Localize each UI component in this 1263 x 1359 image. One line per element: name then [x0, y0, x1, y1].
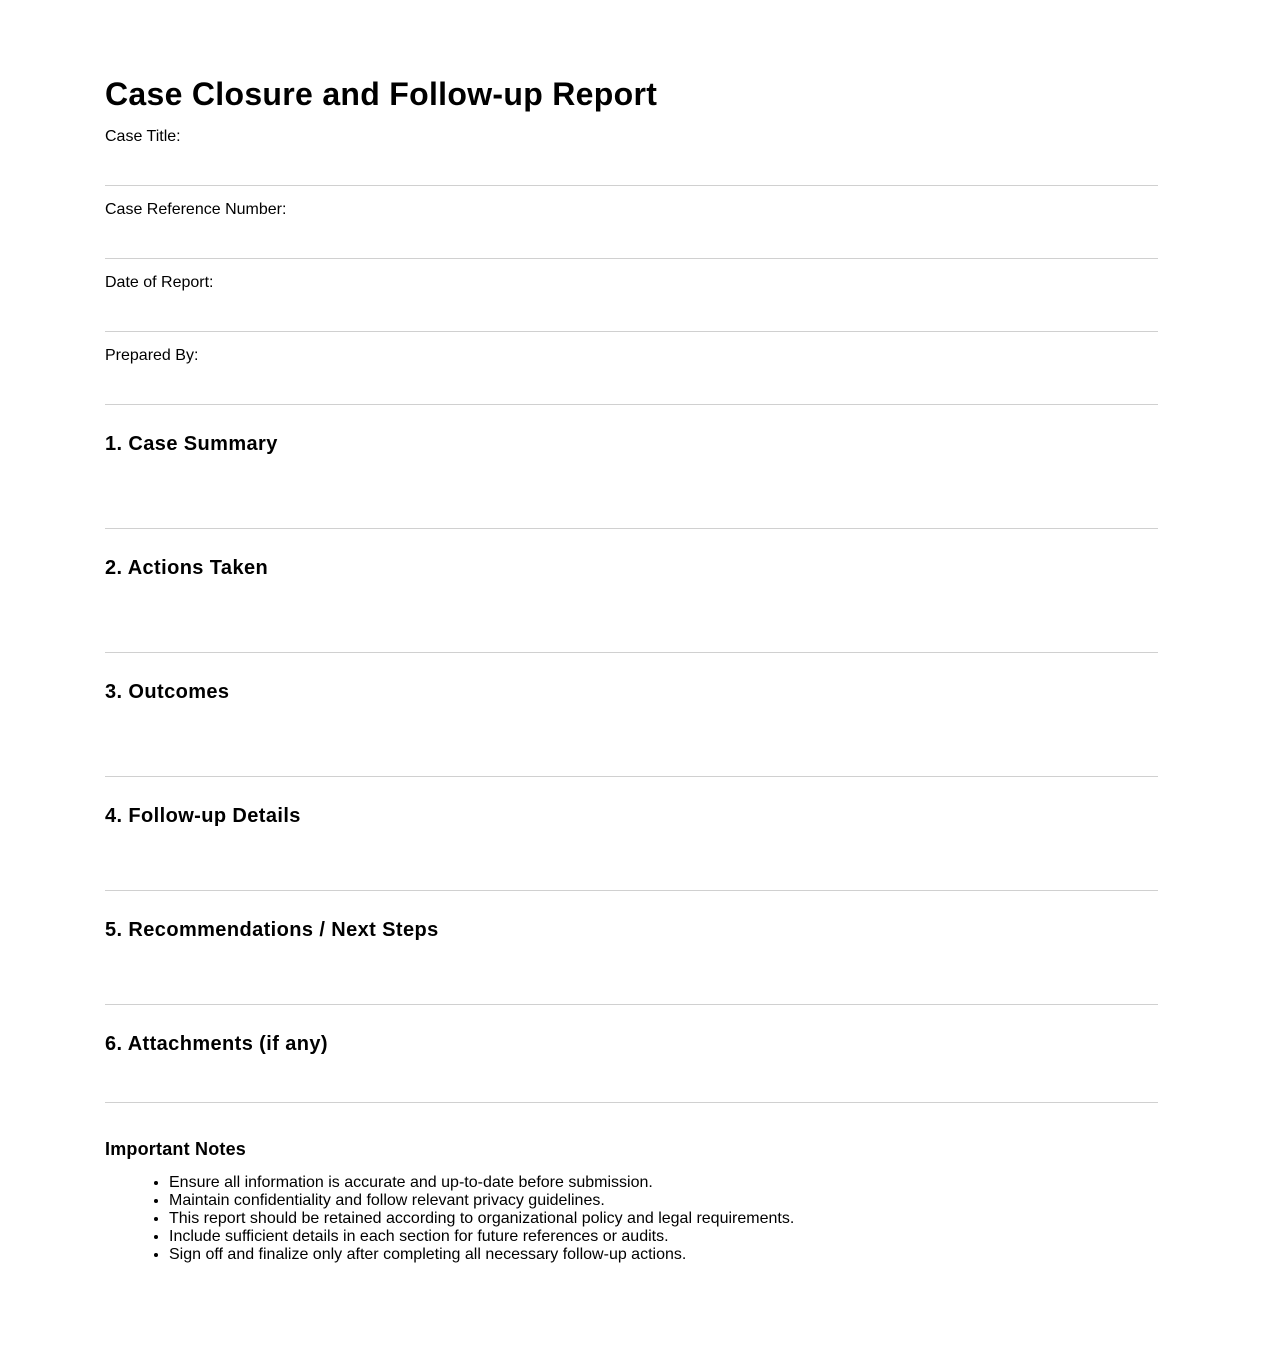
section-heading-outcomes: 3. Outcomes — [105, 681, 230, 703]
notes-item: • Include sufficient details in each section for future references or audits. — [169, 1228, 1158, 1246]
document-title: Case Closure and Follow-up Report — [105, 76, 658, 112]
section-follow-up-details[interactable] — [105, 777, 1158, 891]
section-heading-follow-up-details: 4. Follow-up Details — [105, 805, 301, 827]
prepared-by-label: Prepared By: — [105, 347, 199, 364]
case-reference-number-label: Case Reference Number: — [105, 201, 287, 218]
case-reference-number-field[interactable] — [105, 186, 1158, 259]
case-title-field[interactable] — [105, 114, 1158, 186]
important-notes — [105, 1103, 1158, 1264]
section-attachments[interactable] — [105, 1005, 1158, 1103]
section-outcomes[interactable] — [105, 653, 1158, 777]
section-heading-actions-taken: 2. Actions Taken — [105, 557, 269, 579]
notes-list — [105, 1174, 1158, 1264]
prepared-by-field[interactable] — [105, 332, 1158, 405]
section-heading-case-summary: 1. Case Summary — [105, 433, 278, 455]
notes-item: • This report should be retained according to organizational policy and legal requirements. — [169, 1210, 1158, 1228]
case-title-label: Case Title: — [105, 128, 181, 145]
section-recommendations[interactable] — [105, 891, 1158, 1005]
section-case-summary[interactable] — [105, 405, 1158, 529]
section-heading-recommendations: 5. Recommendations / Next Steps — [105, 919, 439, 941]
date-of-report-field[interactable] — [105, 259, 1158, 332]
notes-item: • Ensure all information is accurate and up-to-date before submission. — [169, 1174, 1158, 1192]
notes-item: • Sign off and finalize only after completing all necessary follow-up actions. — [169, 1246, 1158, 1264]
section-actions-taken[interactable] — [105, 529, 1158, 653]
date-of-report-label: Date of Report: — [105, 274, 214, 291]
section-heading-attachments: 6. Attachments (if any) — [105, 1033, 328, 1055]
notes-heading: Important Notes — [105, 1139, 247, 1159]
report-page — [105, 0, 1158, 1264]
notes-item: • Maintain confidentiality and follow relevant privacy guidelines. — [169, 1192, 1158, 1210]
